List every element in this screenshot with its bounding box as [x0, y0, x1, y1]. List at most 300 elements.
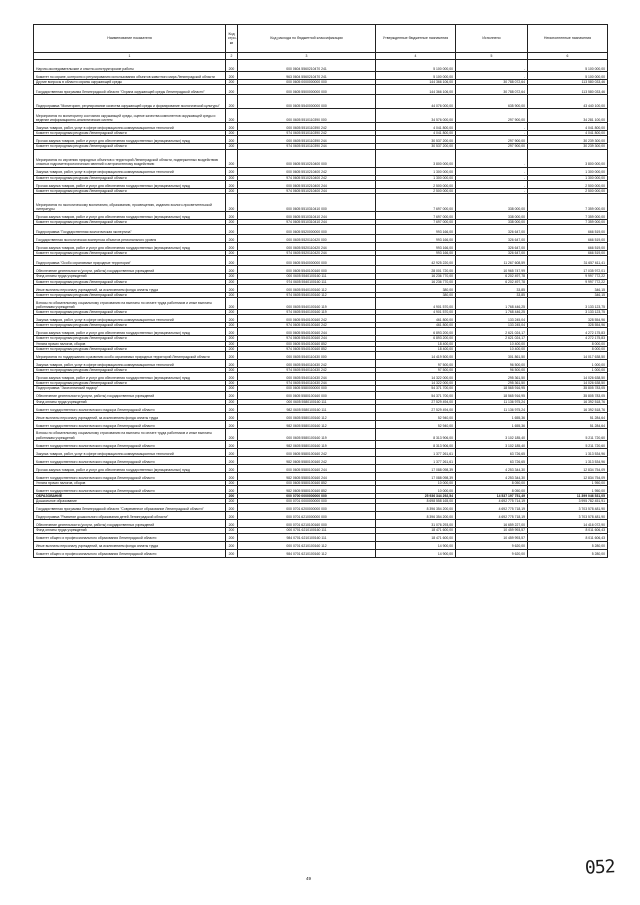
cell-approved: 8 313 906,00	[376, 428, 456, 440]
cell-line-code: 200	[226, 298, 238, 310]
cell-approved: 25 936 344 292,54	[376, 494, 456, 499]
cell-unexecuted: 14 026 638,50	[528, 373, 608, 381]
cell-unexecuted: 4 272 175,83	[528, 336, 608, 341]
cell-indicator-name: Комитет по природным ресурсам Ленинградской области	[34, 279, 226, 284]
cell-budget-code: 000 0605 5510210400 000	[238, 149, 376, 167]
cell-approved: 5 100 000,00	[376, 72, 456, 80]
cell-budget-code: 000 0605 5540100160 112	[238, 284, 376, 292]
cell-executed: 14 537 197 751,49	[456, 494, 528, 499]
cell-unexecuted: 5 280,00	[528, 541, 608, 549]
table-row	[34, 180, 608, 188]
table-row	[34, 266, 608, 274]
cell-indicator-name: Комитет по природным ресурсам Ленинградской области	[34, 144, 226, 149]
cell-budget-code: 974 0605 5510110390 242	[238, 131, 376, 136]
cell-executed: 338 000,00	[456, 212, 528, 220]
cell-budget-code: 000 0605 5580100160 244	[238, 464, 376, 472]
cell-budget-code: 974 0605 5540100160 119	[238, 310, 376, 315]
cell-budget-code: 000 0605 0000000000 000	[238, 80, 376, 85]
table-row	[34, 533, 608, 541]
table-row	[34, 85, 608, 95]
cell-executed: 9 620,00	[456, 549, 528, 557]
cell-executed: 1 655,36	[456, 412, 528, 420]
cell-line-code: 200	[226, 243, 238, 251]
cell-budget-code: 000 0605 5580100160 000	[238, 391, 376, 399]
cell-unexecuted: 17 035 972,01	[528, 266, 608, 274]
cell-line-code: 200	[226, 80, 238, 85]
cell-approved: 4 901 570,00	[376, 310, 456, 315]
table-row	[34, 144, 608, 149]
cell-indicator-name: Прочая закупка товаров, работ и услуг для обеспечения государственных (муниципальных) нужд	[34, 373, 226, 381]
cell-line-code: 200	[226, 541, 238, 549]
cell-executed: 6 202 497,78	[456, 279, 528, 284]
cell-unexecuted: 16 392 518,76	[528, 399, 608, 404]
cell-indicator-name: Подпрограмма "Развитие дошкольного образования детей Ленинградской области"	[34, 512, 226, 520]
cell-unexecuted: 5 211 720,60	[528, 440, 608, 448]
cell-indicator-name: Подпрограмма "Государственная экологическая экспертиза"	[34, 225, 226, 235]
cell-approved: 10 000,00	[376, 480, 456, 485]
cell-unexecuted: 8 011 606,43	[528, 528, 608, 533]
cell-indicator-name: Комитет государственного экологического надзора Ленинградской области	[34, 472, 226, 480]
cell-budget-code: 000 0605 5510110390 244	[238, 136, 376, 144]
header-line-code: Код стро-ки	[226, 25, 238, 53]
cell-line-code: 200	[226, 373, 238, 381]
cell-line-code: 200	[226, 412, 238, 420]
cell-unexecuted: 346,15	[528, 292, 608, 297]
report-sheet	[33, 24, 607, 558]
cell-budget-code: 000 0605 5520000000 000	[238, 225, 376, 235]
cell-indicator-name: Мероприятия по экологическому воспитанию, образованию, просвещению, изданию эколого-просветительской литературы	[34, 194, 226, 212]
cell-line-code: 200	[226, 504, 238, 512]
cell-approved: 1 300 000,00	[376, 175, 456, 180]
cell-budget-code: 000 0605 5540100160 244	[238, 328, 376, 336]
cell-executed: 301 861,50	[456, 352, 528, 360]
cell-line-code: 200	[226, 85, 238, 95]
table-row	[34, 194, 608, 212]
cell-line-code: 200	[226, 144, 238, 149]
cell-budget-code: 000 0604 5560210470 241	[238, 60, 376, 72]
cell-line-code: 200	[226, 480, 238, 485]
cell-executed: 295 361,50	[456, 373, 528, 381]
header-approved: Утвержденные бюджетные назначения	[376, 25, 456, 53]
cell-approved: 144 366 106,00	[376, 85, 456, 95]
cell-budget-code: 974 0605 5510210400 242	[238, 175, 376, 180]
cell-line-code: 200	[226, 399, 238, 404]
cell-executed: 2 621 024,17	[456, 328, 528, 336]
cell-budget-code: 974 0605 5540100160 242	[238, 323, 376, 328]
cell-indicator-name: Обеспечение деятельности (услуги, работы) государственных учреждений	[34, 266, 226, 274]
column-number: 2	[226, 53, 238, 60]
cell-approved: 8 396 354 200,00	[376, 504, 456, 512]
table-row	[34, 225, 608, 235]
table-row	[34, 549, 608, 557]
cell-executed: 1 768 446,25	[456, 310, 528, 315]
cell-approved: 8 396 354 200,00	[376, 512, 456, 520]
cell-line-code: 200	[226, 315, 238, 323]
table-row	[34, 109, 608, 123]
cell-unexecuted: 3 133 123,75	[528, 310, 608, 315]
cell-indicator-name: Фонд оплаты труда учреждений	[34, 399, 226, 404]
cell-indicator-name: Закупка товаров, работ, услуг в сфере информационно-коммуникационных технологий	[34, 167, 226, 175]
cell-indicator-name: Комитет общего и профессионального образования Ленинградской области	[34, 549, 226, 557]
cell-unexecuted: 346,15	[528, 284, 608, 292]
cell-approved: 8 698 558 165,00	[376, 499, 456, 504]
handwritten-sheet-number: 052	[584, 856, 616, 879]
cell-line-code: 200	[226, 486, 238, 494]
cell-executed: 10 459 993,57	[456, 533, 528, 541]
cell-indicator-name: Закупка товаров, работ, услуг в сфере информационно-коммуникационных технологий	[34, 315, 226, 323]
cell-indicator-name: Комитет государственного экологического надзора Ленинградской области	[34, 456, 226, 464]
cell-executed: 18 565 916,95	[456, 386, 528, 391]
cell-unexecuted: 16 392 518,76	[528, 404, 608, 412]
cell-unexecuted: 328 554,96	[528, 323, 608, 328]
cell-budget-code: 974 0605 5510110390 244	[238, 144, 376, 149]
cell-budget-code: 000 0701 6210000000 000	[238, 512, 376, 520]
cell-budget-code: 000 0701 6210100160 000	[238, 520, 376, 528]
cell-unexecuted: 1 950,00	[528, 480, 608, 485]
cell-indicator-name: Обеспечение деятельности (услуги, работы) государственных учреждений	[34, 520, 226, 528]
cell-approved: 18 471 600,00	[376, 533, 456, 541]
table-row	[34, 360, 608, 368]
cell-line-code: 200	[226, 95, 238, 109]
cell-line-code: 200	[226, 188, 238, 193]
cell-indicator-name: Фонд оплаты труда учреждений	[34, 528, 226, 533]
cell-budget-code: 984 0701 6210100160 112	[238, 549, 376, 557]
cell-budget-code: 974 0605 5540110430 244	[238, 381, 376, 386]
cell-unexecuted: 1 300 000,00	[528, 167, 608, 175]
cell-executed: 8 050,00	[456, 480, 528, 485]
cell-line-code: 200	[226, 323, 238, 328]
cell-budget-code: 000 0605 5540100160 000	[238, 266, 376, 274]
table-row	[34, 256, 608, 266]
cell-approved: 16 236 770,00	[376, 274, 456, 279]
cell-executed: 10 965 747,99	[456, 266, 528, 274]
cell-indicator-name: Подпрограмма "Экологический надзор"	[34, 386, 226, 391]
cell-unexecuted: 12 834 754,09	[528, 472, 608, 480]
cell-executed: 96 500,00	[456, 360, 528, 368]
cell-line-code: 200	[226, 136, 238, 144]
cell-line-code: 200	[226, 310, 238, 315]
cell-executed: -	[456, 72, 528, 80]
cell-budget-code: 000 0701 0000000000 000	[238, 499, 376, 504]
cell-executed: 295 361,50	[456, 381, 528, 386]
cell-indicator-name: Комитет по природным ресурсам Ленинградской области	[34, 292, 226, 297]
cell-executed: 4 692 775 714,19	[456, 499, 528, 504]
table-row	[34, 243, 608, 251]
column-number: 4	[376, 53, 456, 60]
cell-indicator-name: Закупка товаров, работ, услуг в сфере информационно-коммуникационных технологий	[34, 360, 226, 368]
cell-indicator-name: Взносы по обязательному социальному страхованию на выплаты по оплате труда работников и иные выплаты работникам учреждений	[34, 298, 226, 310]
cell-executed: 30 788 072,64	[456, 80, 528, 85]
table-row	[34, 412, 608, 420]
cell-executed: 8 050,00	[456, 486, 528, 494]
cell-unexecuted: 7 359 000,00	[528, 220, 608, 225]
cell-approved: 18 400,00	[376, 341, 456, 346]
cell-unexecuted: 5 100 000,00	[528, 72, 608, 80]
cell-line-code: 200	[226, 284, 238, 292]
table-row	[34, 464, 608, 472]
budget-execution-table	[33, 24, 608, 558]
cell-approved: 31 076 293,00	[376, 520, 456, 528]
cell-budget-code: 000 0605 5540100160 242	[238, 315, 376, 323]
table-row	[34, 352, 608, 360]
cell-unexecuted: 666 519,00	[528, 251, 608, 256]
cell-budget-code: 982 0605 5580100160 244	[238, 472, 376, 480]
cell-executed: -	[456, 180, 528, 188]
cell-unexecuted: 3 703 578 481,90	[528, 504, 608, 512]
cell-budget-code: 000 0700 0000000000 000	[238, 494, 376, 499]
cell-indicator-name: Комитет общего и профессионального образования Ленинградской области	[34, 533, 226, 541]
cell-executed: 30 788 072,64	[456, 85, 528, 95]
cell-budget-code: 000 0605 5580100160 242	[238, 448, 376, 456]
cell-line-code: 200	[226, 336, 238, 341]
cell-unexecuted: 51 284,64	[528, 420, 608, 428]
cell-budget-code: 000 0701 6210100160 112	[238, 541, 376, 549]
cell-line-code: 200	[226, 131, 238, 136]
cell-line-code: 200	[226, 149, 238, 167]
cell-unexecuted: 1 313 534,96	[528, 456, 608, 464]
cell-line-code: 200	[226, 346, 238, 351]
cell-line-code: 200	[226, 180, 238, 188]
cell-indicator-name: Прочая закупка товаров, работ и услуг для обеспечения государственных (муниципальных) нужд	[34, 136, 226, 144]
cell-unexecuted: 2 500 000,00	[528, 180, 608, 188]
cell-line-code: 200	[226, 220, 238, 225]
cell-approved: 14 322 000,00	[376, 373, 456, 381]
cell-line-code: 200	[226, 494, 238, 499]
cell-line-code: 200	[226, 235, 238, 243]
cell-budget-code: 000 0701 6200000000 000	[238, 504, 376, 512]
cell-executed: 33,85	[456, 284, 528, 292]
cell-approved: 30 537 200,00	[376, 136, 456, 144]
cell-executed: 326 647,00	[456, 235, 528, 243]
cell-executed: 3 102 185,40	[456, 428, 528, 440]
cell-indicator-name: Прочая закупка товаров, работ и услуг для обеспечения государственных (муниципальных) нужд	[34, 328, 226, 336]
cell-unexecuted: 5 211 720,60	[528, 428, 608, 440]
cell-approved: 52 940,00	[376, 412, 456, 420]
cell-budget-code: 974 0605 5540110430 242	[238, 368, 376, 373]
table-row	[34, 298, 608, 310]
table-row	[34, 404, 608, 412]
cell-budget-code: 000 0605 5510110390 000	[238, 109, 376, 123]
header-unexecuted: Неисполненные назначения	[528, 25, 608, 53]
cell-budget-code: 000 0605 5580100160 112	[238, 412, 376, 420]
cell-executed: -	[456, 149, 528, 167]
cell-line-code: 200	[226, 256, 238, 266]
cell-line-code: 200	[226, 499, 238, 504]
cell-unexecuted: 43 440 100,00	[528, 95, 608, 109]
cell-indicator-name: Мероприятия по поддержанию и развитию особо охраняемых природных территорий Ленинградской области	[34, 352, 226, 360]
cell-executed: -	[456, 175, 528, 180]
table-row	[34, 212, 608, 220]
cell-approved: 7 697 000,00	[376, 220, 456, 225]
cell-line-code: 200	[226, 456, 238, 464]
cell-indicator-name: ОБРАЗОВАНИЕ	[34, 494, 226, 499]
cell-approved: 16 236 770,00	[376, 279, 456, 284]
cell-indicator-name: Научно-исследовательские и опытно-конструкторские работы	[34, 60, 226, 72]
table-row	[34, 346, 608, 351]
cell-approved: 97 500,00	[376, 360, 456, 368]
cell-approved: 5 100 000,00	[376, 60, 456, 72]
table-row	[34, 512, 608, 520]
cell-line-code: 200	[226, 279, 238, 284]
cell-line-code: 200	[226, 368, 238, 373]
cell-approved: 34 576 000,00	[376, 109, 456, 123]
header-executed: Исполнено	[456, 25, 528, 53]
cell-budget-code: 000 0605 5500000000 000	[238, 85, 376, 95]
cell-executed: 4 692 775 718,19	[456, 512, 528, 520]
cell-unexecuted: 5 280,00	[528, 549, 608, 557]
table-row	[34, 336, 608, 341]
cell-budget-code: 000 0605 5540100160 119	[238, 298, 376, 310]
cell-executed: 10 400,00	[456, 341, 528, 346]
cell-approved: 28 001 720,00	[376, 266, 456, 274]
cell-approved: 14 900,00	[376, 541, 456, 549]
cell-indicator-name: Комитет по природным ресурсам Ленинградской области	[34, 251, 226, 256]
cell-unexecuted: 4 041 800,00	[528, 123, 608, 131]
column-number: 1	[34, 53, 226, 60]
cell-executed: 10 400,00	[456, 346, 528, 351]
cell-approved: 461 800,00	[376, 315, 456, 323]
cell-executed: -	[456, 188, 528, 193]
cell-approved: 7 697 000,00	[376, 212, 456, 220]
cell-line-code: 200	[226, 404, 238, 412]
cell-indicator-name: Государственная экологическая экспертиза объектов регионального уровня	[34, 235, 226, 243]
table-row	[34, 167, 608, 175]
cell-approved: 8 313 906,00	[376, 440, 456, 448]
cell-budget-code: 974 0605 5540100160 852	[238, 346, 376, 351]
cell-approved: 4 041 800,00	[376, 123, 456, 131]
cell-unexecuted: 7 359 000,00	[528, 212, 608, 220]
table-row	[34, 391, 608, 399]
cell-approved: 14 900,00	[376, 549, 456, 557]
header-indicator-name: Наименование показателя	[34, 25, 226, 53]
cell-budget-code: 000 0605 5540110430 000	[238, 352, 376, 360]
cell-budget-code: 974 0605 5510210400 244	[238, 188, 376, 193]
table-row	[34, 292, 608, 297]
cell-indicator-name: Комитет по природным ресурсам Ленинградской области	[34, 323, 226, 328]
cell-approved: 4 041 800,00	[376, 131, 456, 136]
cell-approved: 30 537 200,00	[376, 144, 456, 149]
cell-line-code: 200	[226, 212, 238, 220]
cell-indicator-name: Государственная программа Ленинградской области "Современное образование Ленинградской области"	[34, 504, 226, 512]
table-row	[34, 428, 608, 440]
cell-budget-code: 000 0605 5540100160 111	[238, 274, 376, 279]
cell-executed: 9 620,00	[456, 541, 528, 549]
column-number: 3	[238, 53, 376, 60]
cell-unexecuted: 14 017 638,50	[528, 352, 608, 360]
cell-unexecuted: 1 950,00	[528, 486, 608, 494]
cell-indicator-name: Комитет по природным ресурсам Ленинградской области	[34, 368, 226, 373]
table-row	[34, 284, 608, 292]
column-number: 6	[528, 53, 608, 60]
cell-executed: 11 267 608,59	[456, 256, 528, 266]
cell-approved: 10 000,00	[376, 486, 456, 494]
cell-indicator-name: Уплата прочих налогов, сборов	[34, 480, 226, 485]
cell-unexecuted: 1 000,00	[528, 360, 608, 368]
cell-line-code: 200	[226, 225, 238, 235]
cell-unexecuted: 34 281 100,00	[528, 109, 608, 123]
cell-budget-code: 000 0605 5580000000 000	[238, 386, 376, 391]
cell-unexecuted: 1 300 000,00	[528, 175, 608, 180]
cell-line-code: 200	[226, 381, 238, 386]
cell-budget-code: 000 0605 5540000000 000	[238, 95, 376, 109]
cell-unexecuted: 8 000,00	[528, 341, 608, 346]
cell-executed: 1 655,36	[456, 420, 528, 428]
cell-indicator-name: Иные выплаты персоналу учреждений, за исключением фонда оплаты труда	[34, 541, 226, 549]
cell-indicator-name: Комитет по природным ресурсам Ленинградской области	[34, 188, 226, 193]
cell-indicator-name: Обеспечение деятельности (услуги, работы) государственных учреждений	[34, 391, 226, 399]
table-row	[34, 136, 608, 144]
cell-indicator-name: Комитет государственного экологического надзора Ленинградской области	[34, 420, 226, 428]
cell-indicator-name: Закупка товаров, работ, услуг в сфере информационно-коммуникационных технологий	[34, 448, 226, 456]
cell-budget-code: 982 0605 5580100160 112	[238, 420, 376, 428]
cell-line-code: 200	[226, 175, 238, 180]
table-row	[34, 368, 608, 373]
cell-executed: 297 900,00	[456, 136, 528, 144]
cell-executed: -	[456, 167, 528, 175]
cell-indicator-name: Комитет по природным ресурсам Ленинградской области	[34, 310, 226, 315]
cell-line-code: 200	[226, 420, 238, 428]
header-budget-code: Код расхода по бюджетной классификации	[238, 25, 376, 53]
table-row	[34, 381, 608, 386]
cell-budget-code: 982 0605 5580100160 242	[238, 456, 376, 464]
cell-budget-code: 000 0605 5580100160 119	[238, 428, 376, 440]
cell-unexecuted: 35 805 783,05	[528, 386, 608, 391]
cell-budget-code: 982 0605 5580100160 852	[238, 486, 376, 494]
cell-unexecuted: 3 800 000,00	[528, 149, 608, 167]
cell-indicator-name: Комитет государственного экологического надзора Ленинградской области	[34, 404, 226, 412]
table-row	[34, 123, 608, 131]
cell-unexecuted: 35 805 783,05	[528, 391, 608, 399]
cell-line-code: 200	[226, 123, 238, 131]
cell-unexecuted: 666 519,00	[528, 235, 608, 243]
cell-indicator-name: Подпрограмма "Особо охраняемые природные территории"	[34, 256, 226, 266]
cell-indicator-name: Уплата прочих налогов, сборов	[34, 341, 226, 346]
page-number: 49	[306, 876, 312, 881]
cell-executed: 326 647,00	[456, 225, 528, 235]
cell-indicator-name: Комитет государственного экологического надзора Ленинградской области	[34, 486, 226, 494]
cell-unexecuted: 328 554,96	[528, 315, 608, 323]
cell-indicator-name: Иные выплаты персоналу учреждений, за исключением фонда оплаты труда	[34, 412, 226, 420]
cell-budget-code: 000 0605 5510310410 000	[238, 194, 376, 212]
cell-unexecuted: 30 239 300,00	[528, 144, 608, 149]
table-row	[34, 149, 608, 167]
cell-line-code: 200	[226, 266, 238, 274]
table-row	[34, 323, 608, 328]
cell-unexecuted: 3 703 578 481,90	[528, 512, 608, 520]
cell-approved: 2 500 000,00	[376, 180, 456, 188]
cell-unexecuted: 30 239 300,00	[528, 136, 608, 144]
table-column-numbers-row	[34, 53, 608, 60]
cell-unexecuted: 5 100 000,00	[528, 60, 608, 72]
cell-executed: 33,85	[456, 292, 528, 297]
column-number: 5	[456, 53, 528, 60]
cell-indicator-name: Мероприятия по мониторингу состояния окружающей среды, оценке качества компонентов окружающей среды и ведение информационно-аналитических систем	[34, 109, 226, 123]
cell-unexecuted: 666 519,00	[528, 243, 608, 251]
cell-budget-code: 974 0605 5520110420 244	[238, 251, 376, 256]
cell-line-code: 200	[226, 520, 238, 528]
cell-budget-code: 000 0605 5580100160 852	[238, 480, 376, 485]
cell-indicator-name: Комитет по природным ресурсам Ленинградской области	[34, 175, 226, 180]
cell-indicator-name: Комитет по природным ресурсам Ленинградской области	[34, 131, 226, 136]
cell-executed: 3 102 185,40	[456, 440, 528, 448]
cell-line-code: 200	[226, 341, 238, 346]
cell-executed: 6 202 497,78	[456, 274, 528, 279]
cell-executed: 2 621 024,17	[456, 336, 528, 341]
table-header-row	[34, 25, 608, 53]
cell-unexecuted: 2 500 000,00	[528, 188, 608, 193]
cell-line-code: 200	[226, 292, 238, 297]
cell-approved: 42 925 220,00	[376, 256, 456, 266]
